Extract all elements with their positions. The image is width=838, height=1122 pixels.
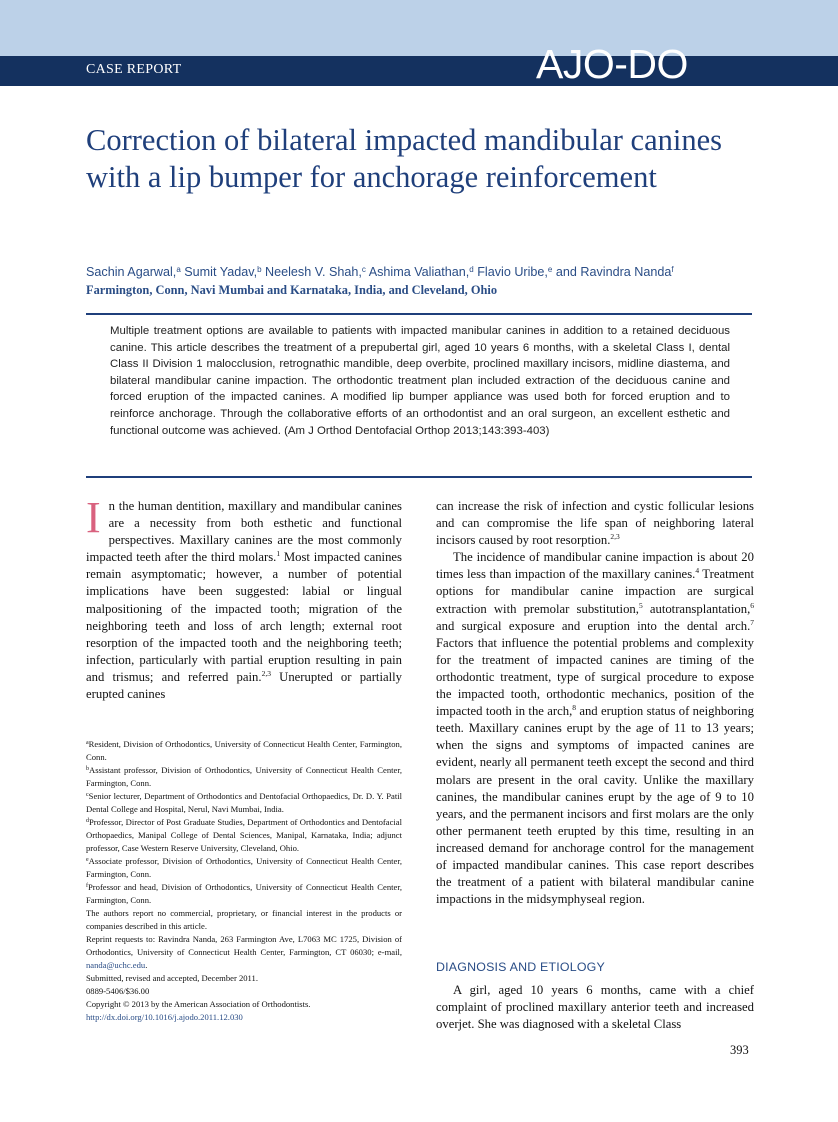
journal-logo: AJO-DO: [536, 41, 688, 87]
body-paragraph: [436, 549, 754, 908]
body-text: Factors that influence the potential problems and complexity for the treatment of impacted canines are timing of the orthodontic treatment, type of surgical procedure to expose the impacted tooth, orthodontic mechanics, position of the impacted tooth in the arch,: [436, 635, 754, 719]
footnote-text: Resident, Division of Orthodontics, University of Connecticut Health Center, Farmington, Conn.: [86, 739, 402, 762]
citation: 2,3: [610, 532, 620, 542]
body-text: The incidence of mandibular canine impaction is about 20 times less than impaction of the maxillary canines.: [436, 550, 754, 582]
page-number: 393: [730, 1043, 749, 1057]
footnote-submitted: Submitted, revised and accepted, December 2011.: [86, 973, 258, 983]
footnote-affiliation: [86, 855, 402, 881]
footnote-conflict: The authors report no commercial, proprietary, or financial interest in the products or companies described in this article.: [86, 908, 402, 931]
author-name: and Ravindra Nanda: [555, 265, 672, 279]
email-link[interactable]: nanda@uchc.edu: [86, 960, 146, 970]
doi-link[interactable]: http://dx.doi.org/10.1016/j.ajodo.2011.12.030: [86, 1012, 243, 1022]
footnote-affiliation: [86, 738, 402, 764]
author-affiliation-mark: a: [176, 265, 181, 274]
author-affiliation-mark: c: [361, 265, 366, 274]
body-text: Treatment options for mandibular canine impaction are surgical extraction with premolar substitution,: [436, 567, 754, 616]
article-title: Correction of bilateral impacted mandibular canines with a lip bumper for anchorage reinforcement: [86, 123, 723, 194]
footnote-text: Reprint requests to: Ravindra Nanda, 263 Farmington Ave, L7063 MC 1725, Division of Orthodontics, University of Connecticut Health Center, Farmington, CT 06030; e-mail,: [86, 934, 402, 957]
body-column-right: [436, 498, 754, 908]
footnote-issn: 0889-5406/$36.00: [86, 986, 150, 996]
author-affiliation-mark: b: [257, 265, 262, 274]
footnote-mark: e: [86, 857, 89, 863]
citation: 6: [750, 600, 755, 610]
body-text: autotransplantation,: [642, 601, 751, 616]
footnote-affiliation: [86, 881, 402, 907]
footnote-mark: a: [86, 740, 89, 746]
citation: 4: [695, 566, 700, 576]
footnote-mark: d: [86, 818, 89, 824]
drop-cap: I: [86, 493, 101, 542]
citation: 2,3: [261, 668, 271, 678]
author-affiliation-mark: d: [469, 265, 474, 274]
body-text: Unerupted or partially erupted canines: [86, 669, 402, 702]
author-name: Ashima Valiathan,: [368, 265, 470, 279]
citation: 8: [572, 703, 576, 713]
footnote-text: Assistant professor, Division of Orthodontics, University of Connecticut Health Center, Farmington, Conn.: [86, 765, 402, 788]
author-name: Flavio Uribe,: [477, 265, 548, 279]
footnotes: [86, 738, 402, 1024]
footnote-text: .: [145, 960, 148, 970]
footnote-reprint: [86, 933, 402, 972]
body-paragraph: [436, 498, 754, 549]
intro-paragraph: [86, 493, 402, 703]
footnote-affiliation: [86, 816, 402, 855]
section-heading-diagnosis: DIAGNOSIS AND ETIOLOGY: [436, 960, 605, 974]
footnote-text: Senior lecturer, Department of Orthodontics and Dentofacial Orthopaedics, Dr. D. Y. Patil Dental College and Hospital, Nerul, Navi Mumbai, India.: [86, 791, 402, 814]
author-name: Sachin Agarwal,: [86, 265, 177, 279]
footnote-mark: f: [86, 883, 88, 889]
author-list: [86, 264, 766, 281]
body-text: can increase the risk of infection and cystic follicular lesions and can compromise the life span of neighboring lateral incisors caused by root resorption.: [436, 499, 754, 548]
footnote-copyright: Copyright © 2013 by the American Association of Orthodontists.: [86, 999, 311, 1009]
abstract-bottom-rule: [86, 476, 752, 478]
body-text: n the human dentition, maxillary and mandibular canines are a necessity from both esthetic and functional perspectives. Maxillary canines are the most commonly impacted teeth after the third molars.: [86, 499, 402, 565]
citation: 5: [638, 600, 643, 610]
footnote-text: Professor and head, Division of Orthodontics, University of Connecticut Health Center, Farmington, Conn.: [86, 882, 402, 905]
body-text: and eruption status of neighboring teeth. Maxillary canines erupt by the age of 11 to 13 years; when the signs and symptoms of impacted canines are evident, nearly all permanent teeth except the second and third molars are present in the oral cavity. Unlike the maxillary canines, the mandibular canines erupt by the age of 9 to 10 years, and the permanent incisors and first molars are the only other permanent teeth erupted by this time, resulting in an increased demand for anchorage control for the management of impacted mandibular canines. This case report describes the treatment of a patient with bilateral mandibular canine impactions in the midsymphyseal region.: [436, 704, 754, 907]
body-column-left: [86, 493, 402, 703]
footnote-affiliation: [86, 790, 402, 816]
author-name: Sumit Yadav,: [184, 265, 258, 279]
footnote-text: Professor, Director of Post Graduate Studies, Department of Orthodontics and Dentofacial Orthopaedics, Manipal College of Dental Sciences, Manipal, Karnataka, India; adjunct professor, Case Western Reserve University, Cleveland, Ohio.: [86, 817, 402, 853]
author-affiliation-mark: e: [547, 265, 553, 274]
body-text: and surgical exposure and eruption into the dental arch.: [436, 618, 751, 633]
abstract-top-rule: [86, 313, 752, 315]
footnote-mark: c: [86, 792, 89, 798]
author-affiliation-mark: f: [671, 265, 674, 274]
citation: 1: [276, 549, 281, 559]
body-text: Most impacted canines remain asymptomatic; however, a number of potential implications have been suggested: labial or lingual malpositioning of the impacted tooth; migration of the neighboring teeth and loss of arch length; external root resorption of the impacted tooth and the neighboring teeth; infection, particularly with partial eruption resulting in pain and trismus; and referred pain.: [86, 550, 402, 684]
body-paragraph: A girl, aged 10 years 6 months, came with a chief complaint of proclined maxillary anterior teeth and increased overjet. She was diagnosed with a skeletal Class: [436, 983, 754, 1032]
footnote-affiliation: [86, 764, 402, 790]
footnote-text: Associate professor, Division of Orthodontics, University of Connecticut Health Center, Farmington, Conn.: [86, 856, 402, 879]
citation: 7: [750, 617, 754, 627]
author-locations: Farmington, Conn, Navi Mumbai and Karnataka, India, and Cleveland, Ohio: [86, 283, 498, 297]
footnote-mark: b: [86, 766, 89, 772]
section-label: CASE REPORT: [86, 62, 182, 77]
abstract: Multiple treatment options are available to patients with impacted manibular canines in addition to a retained deciduous canine. This article describes the treatment of a prepubertal girl, aged 10 years 6 months, with a skeletal Class I, dental Class II Division 1 malocclusion, retrognathic mandible, deep overbite, proclined maxillary incisors, midline diastema, and bilateral mandibular canine impaction. The orthodontic treatment plan included extraction of the deciduous canine and forced eruption of the impacted canines. A modified lip bumper appliance was used both for forced eruption and to reinforce anchorage. Through the collaborative efforts of an orthodontist and an oral surgeon, an excellent esthetic and functional outcome was achieved. (Am J Orthod Dentofacial Orthop 2013;143:393-403): [110, 325, 730, 437]
author-name: Neelesh V. Shah,: [265, 265, 362, 279]
body-column-right-lower: [436, 982, 754, 1033]
